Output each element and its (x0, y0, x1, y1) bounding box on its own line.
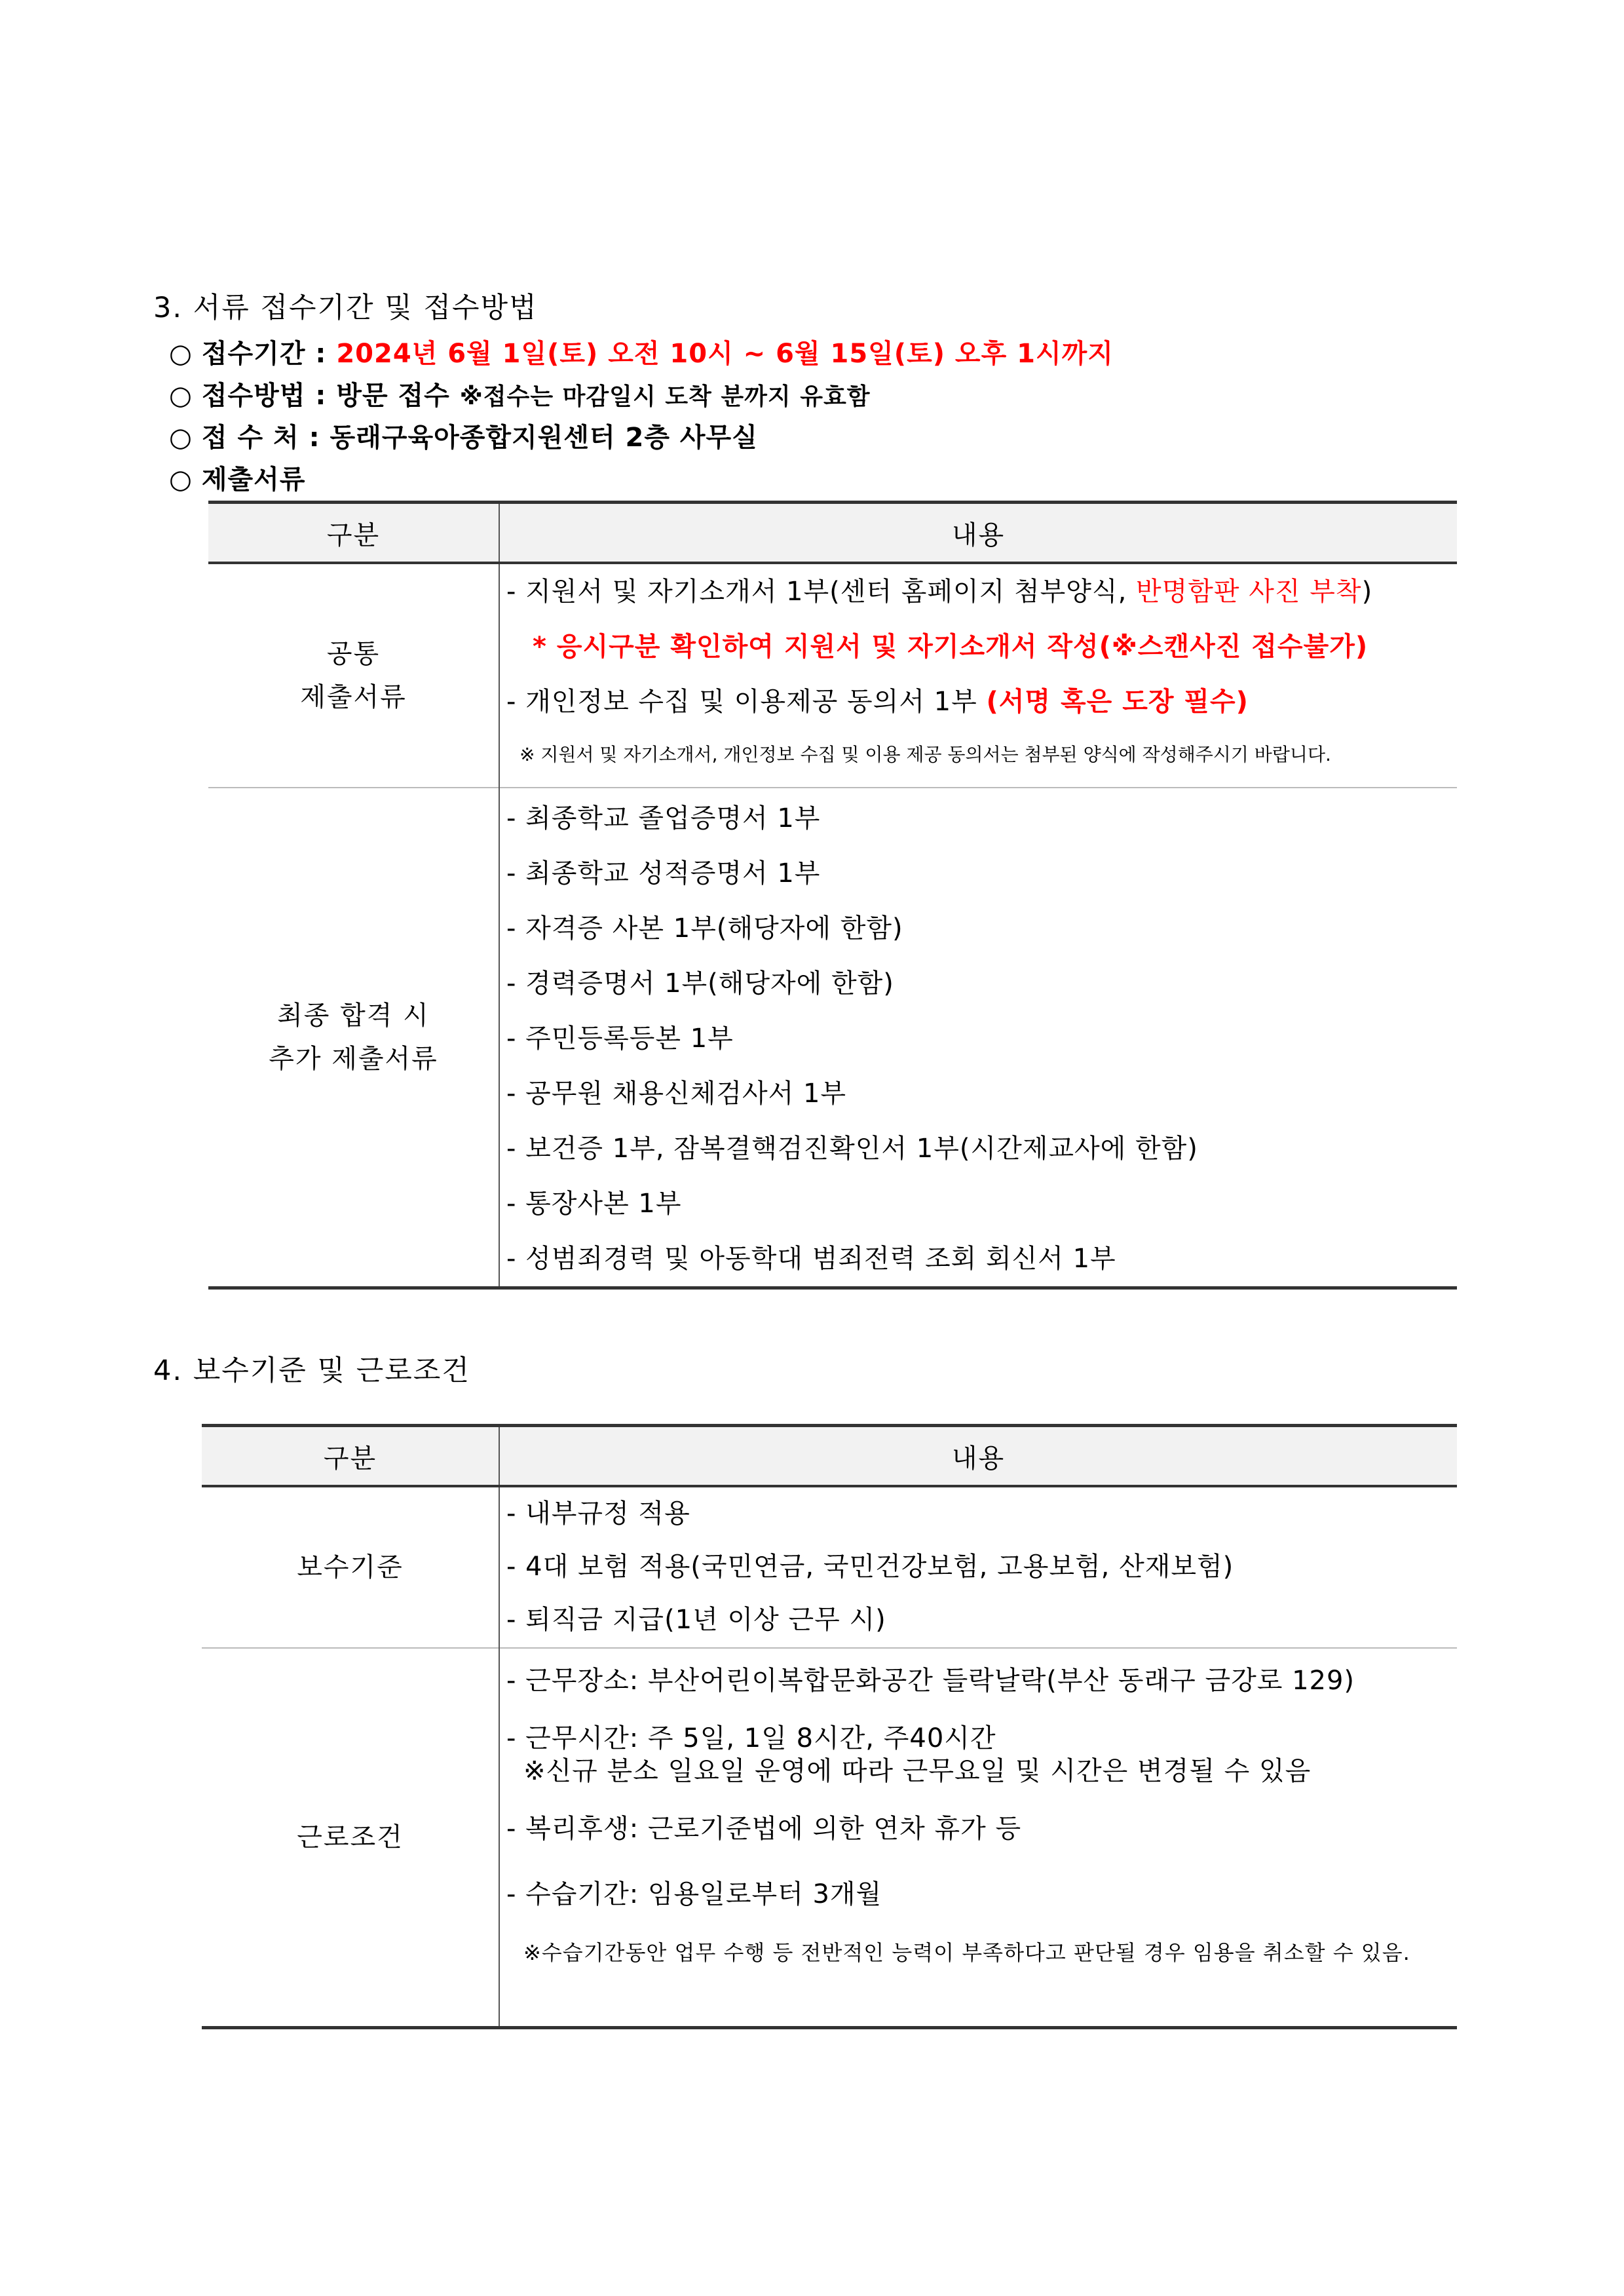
probation-note: ※수습기간동안 업무 수행 등 전반적인 능력이 부족하다고 판단될 경우 임용을 취소할 수 있음. (523, 1940, 1410, 1965)
common-docs-note: ※ 지원서 및 자기소개서, 개인정보 수집 및 이용 제공 동의서는 첨부된 양식에 작성해주시기 바랍니다. (519, 744, 1331, 765)
table-header-category: 구분 (202, 1426, 499, 1487)
table-header-category: 구분 (208, 503, 499, 564)
common-docs-content (499, 563, 1457, 788)
list-item: - 근무시간: 주 5일, 1일 8시간, 주40시간 (506, 1723, 996, 1753)
bullet-reception-period: ○ 접수기간 : 2024년 6월 1일(토) 오전 10시 ~ 6월 15일(토) 오후 1시까지 (169, 339, 1114, 369)
list-item: - 4대 보험 적용(국민연금, 국민건강보험, 고용보험, 산재보험) (506, 1552, 1234, 1582)
list-item: - 복리후생: 근로기준법에 의한 연차 휴가 등 (506, 1814, 1022, 1844)
list-item: - 최종학교 졸업증명서 1부 (506, 803, 821, 833)
bullet-reception-place: ○ 접 수 처 : 동래구육아종합지원센터 2층 사무실 (169, 423, 758, 453)
list-item: - 성범죄경력 및 아동학대 범죄전력 조회 회신서 1부 (506, 1244, 1116, 1274)
table-header-content: 내용 (499, 503, 1457, 564)
reception-method-value: 방문 접수 (336, 381, 450, 411)
list-item: - 보건증 1부, 잠복결핵검진확인서 1부(시간제교사에 한함) (506, 1134, 1198, 1164)
circle-bullet-icon: ○ (169, 339, 193, 369)
common-docs-category: 공통 제출서류 (208, 563, 499, 788)
list-item: - 자격증 사본 1부(해당자에 한함) (506, 913, 903, 944)
list-item: - 내부규정 적용 (506, 1499, 690, 1529)
section3-title: 3. 서류 접수기간 및 접수방법 (153, 292, 538, 324)
documents-table (208, 501, 1457, 1290)
list-item: - 경력증명서 1부(해당자에 한함) (506, 968, 894, 999)
final-docs-category: 최종 합격 시 추가 제출서류 (208, 788, 499, 1288)
work-category: 근로조건 (202, 1648, 499, 2028)
list-item: - 최종학교 성적증명서 1부 (506, 858, 821, 889)
work-content (499, 1648, 1457, 2028)
list-item: - 퇴직금 지급(1년 이상 근무 시) (506, 1605, 886, 1635)
pay-content (499, 1486, 1457, 1648)
reception-method-note: ※접수는 마감일시 도착 분까지 유효함 (459, 383, 871, 410)
list-item: - 주민등록등본 1부 (506, 1024, 734, 1054)
table-header-content: 내용 (499, 1426, 1457, 1487)
bullet-documents: ○ 제출서류 (169, 465, 306, 495)
reception-place-value: 동래구육아종합지원센터 2층 사무실 (330, 423, 758, 453)
circle-bullet-icon: ○ (169, 423, 193, 453)
list-item: - 통장사본 1부 (506, 1189, 682, 1219)
section4-title: 4. 보수기준 및 근로조건 (153, 1354, 470, 1387)
list-item: - 수습기간: 임용일로부터 3개월 (506, 1879, 882, 1909)
list-item: * 응시구분 확인하여 지원서 및 자기소개서 작성(※스캔사진 접수불가) (533, 632, 1369, 662)
pay-category: 보수기준 (202, 1486, 499, 1648)
list-item: - 공무원 채용신체검사서 1부 (506, 1079, 847, 1109)
pay-conditions-table (202, 1424, 1457, 2029)
circle-bullet-icon: ○ (169, 465, 193, 495)
work-hours-note: ※신규 분소 일요일 운영에 따라 근무요일 및 시간은 변경될 수 있음 (523, 1756, 1312, 1786)
circle-bullet-icon: ○ (169, 381, 193, 411)
bullet-reception-method: ○ 접수방법 : 방문 접수 ※접수는 마감일시 도착 분까지 유효함 (169, 381, 871, 411)
final-docs-content (499, 788, 1457, 1288)
list-item: - 개인정보 수집 및 이용제공 동의서 1부 (서명 혹은 도장 필수) (506, 687, 1249, 717)
reception-period-value: 2024년 6월 1일(토) 오전 10시 ~ 6월 15일(토) 오후 1시까지 (336, 339, 1114, 369)
list-item: - 근무장소: 부산어린이복합문화공간 들락날락(부산 동래구 금강로 129) (506, 1666, 1355, 1696)
list-item: - 지원서 및 자기소개서 1부(센터 홈페이지 첨부양식, 반명함판 사진 부착) (506, 577, 1373, 607)
